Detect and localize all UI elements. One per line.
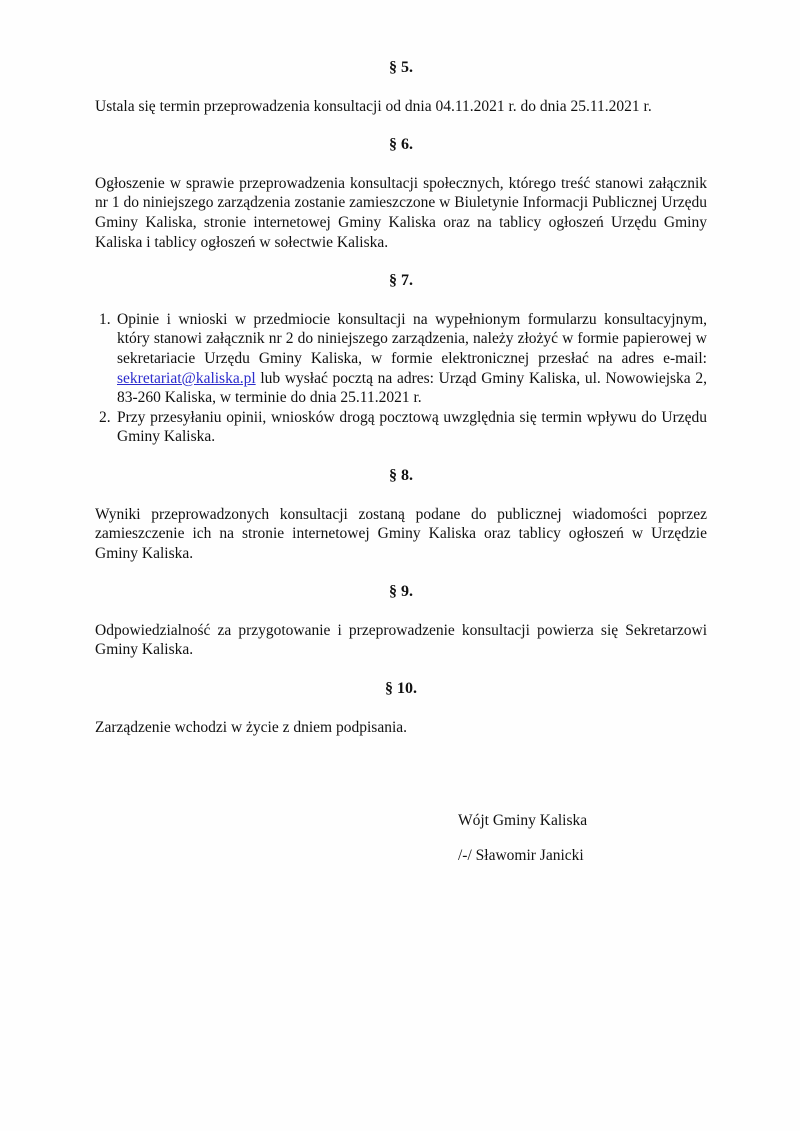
list-item-1-text <box>117 310 707 408</box>
signature-block <box>95 811 707 865</box>
section-8 <box>95 466 707 563</box>
section-10 <box>95 679 707 737</box>
section-6-heading: § 6. <box>389 136 413 154</box>
section-9-paragraph: Odpowiedzialność za przygotowanie i przeprowadzenie konsultacji powierza się Sekretarzowi Gminy Kaliska. <box>95 621 707 659</box>
list-item-1-number: 1. <box>99 310 111 328</box>
signature-name: /-/ Sławomir Janicki <box>458 846 584 864</box>
section-8-paragraph: Wyniki przeprowadzonych konsultacji zostaną podane do publicznej wiadomości poprzez zamieszczenie ich na stronie internetowej Gminy Kaliska oraz tablicy ogłoszeń w Urzędzie Gminy Kaliska. <box>95 505 707 562</box>
list-item-2-text: Przy przesyłaniu opinii, wniosków drogą pocztową uwzględnia się termin wpływu do Urzędu Gminy Kaliska. <box>117 408 707 446</box>
signature-title: Wójt Gminy Kaliska <box>458 812 588 830</box>
section-9-heading: § 9. <box>389 583 413 601</box>
section-5-heading: § 5. <box>389 59 413 76</box>
section-7 <box>95 271 707 447</box>
section-8-heading: § 8. <box>389 466 413 484</box>
section-10-paragraph: Zarządzenie wchodzi w życie z dniem podpisania. <box>95 718 408 736</box>
list-item-1-text-after-link: lub wysłać pocztą na adres: Urząd Gminy Kaliska, ul. Nowowiejska 2, 83-260 Kaliska, w terminie do dnia 25.11.2021 r. <box>117 369 707 407</box>
list-item-2 <box>95 408 707 447</box>
section-9 <box>95 582 707 660</box>
section-7-heading: § 7. <box>389 272 413 290</box>
section-6-paragraph: Ogłoszenie w sprawie przeprowadzenia konsultacji społecznych, którego treść stanowi załącznik nr 1 do niniejszego zarządzenia zostanie zamieszczone w Biuletynie Informacji Publicznej Urzędu Gminy Kaliska, stronie internetowej Gminy Kaliska oraz na tablicy ogłoszeń Urzędu Gminy Kaliska i tablicy ogłoszeń w sołectwie Kaliska. <box>95 174 707 251</box>
section-7-list <box>95 310 707 447</box>
list-item-1-text-before-link: Opinie i wnioski w przedmiocie konsultacji na wypełnionym formularzu konsultacyjnym, który stanowi załącznik nr 2 do niniejszego zarządzenia, należy złożyć w formie papierowej w sekretariacie Urzędu Gminy Kaliska, w formie elektronicznej przesłać na adres e-mail: <box>117 310 707 367</box>
section-10-heading: § 10. <box>385 680 417 698</box>
email-link[interactable]: sekretariat@kaliska.pl <box>117 369 256 387</box>
section-5-paragraph: Ustala się termin przeprowadzenia konsultacji od dnia 04.11.2021 r. do dnia 25.11.2021 r. <box>95 97 652 115</box>
section-6 <box>95 135 707 252</box>
list-item-2-number: 2. <box>99 408 111 426</box>
section-5 <box>95 58 707 116</box>
list-item-1 <box>95 310 707 408</box>
